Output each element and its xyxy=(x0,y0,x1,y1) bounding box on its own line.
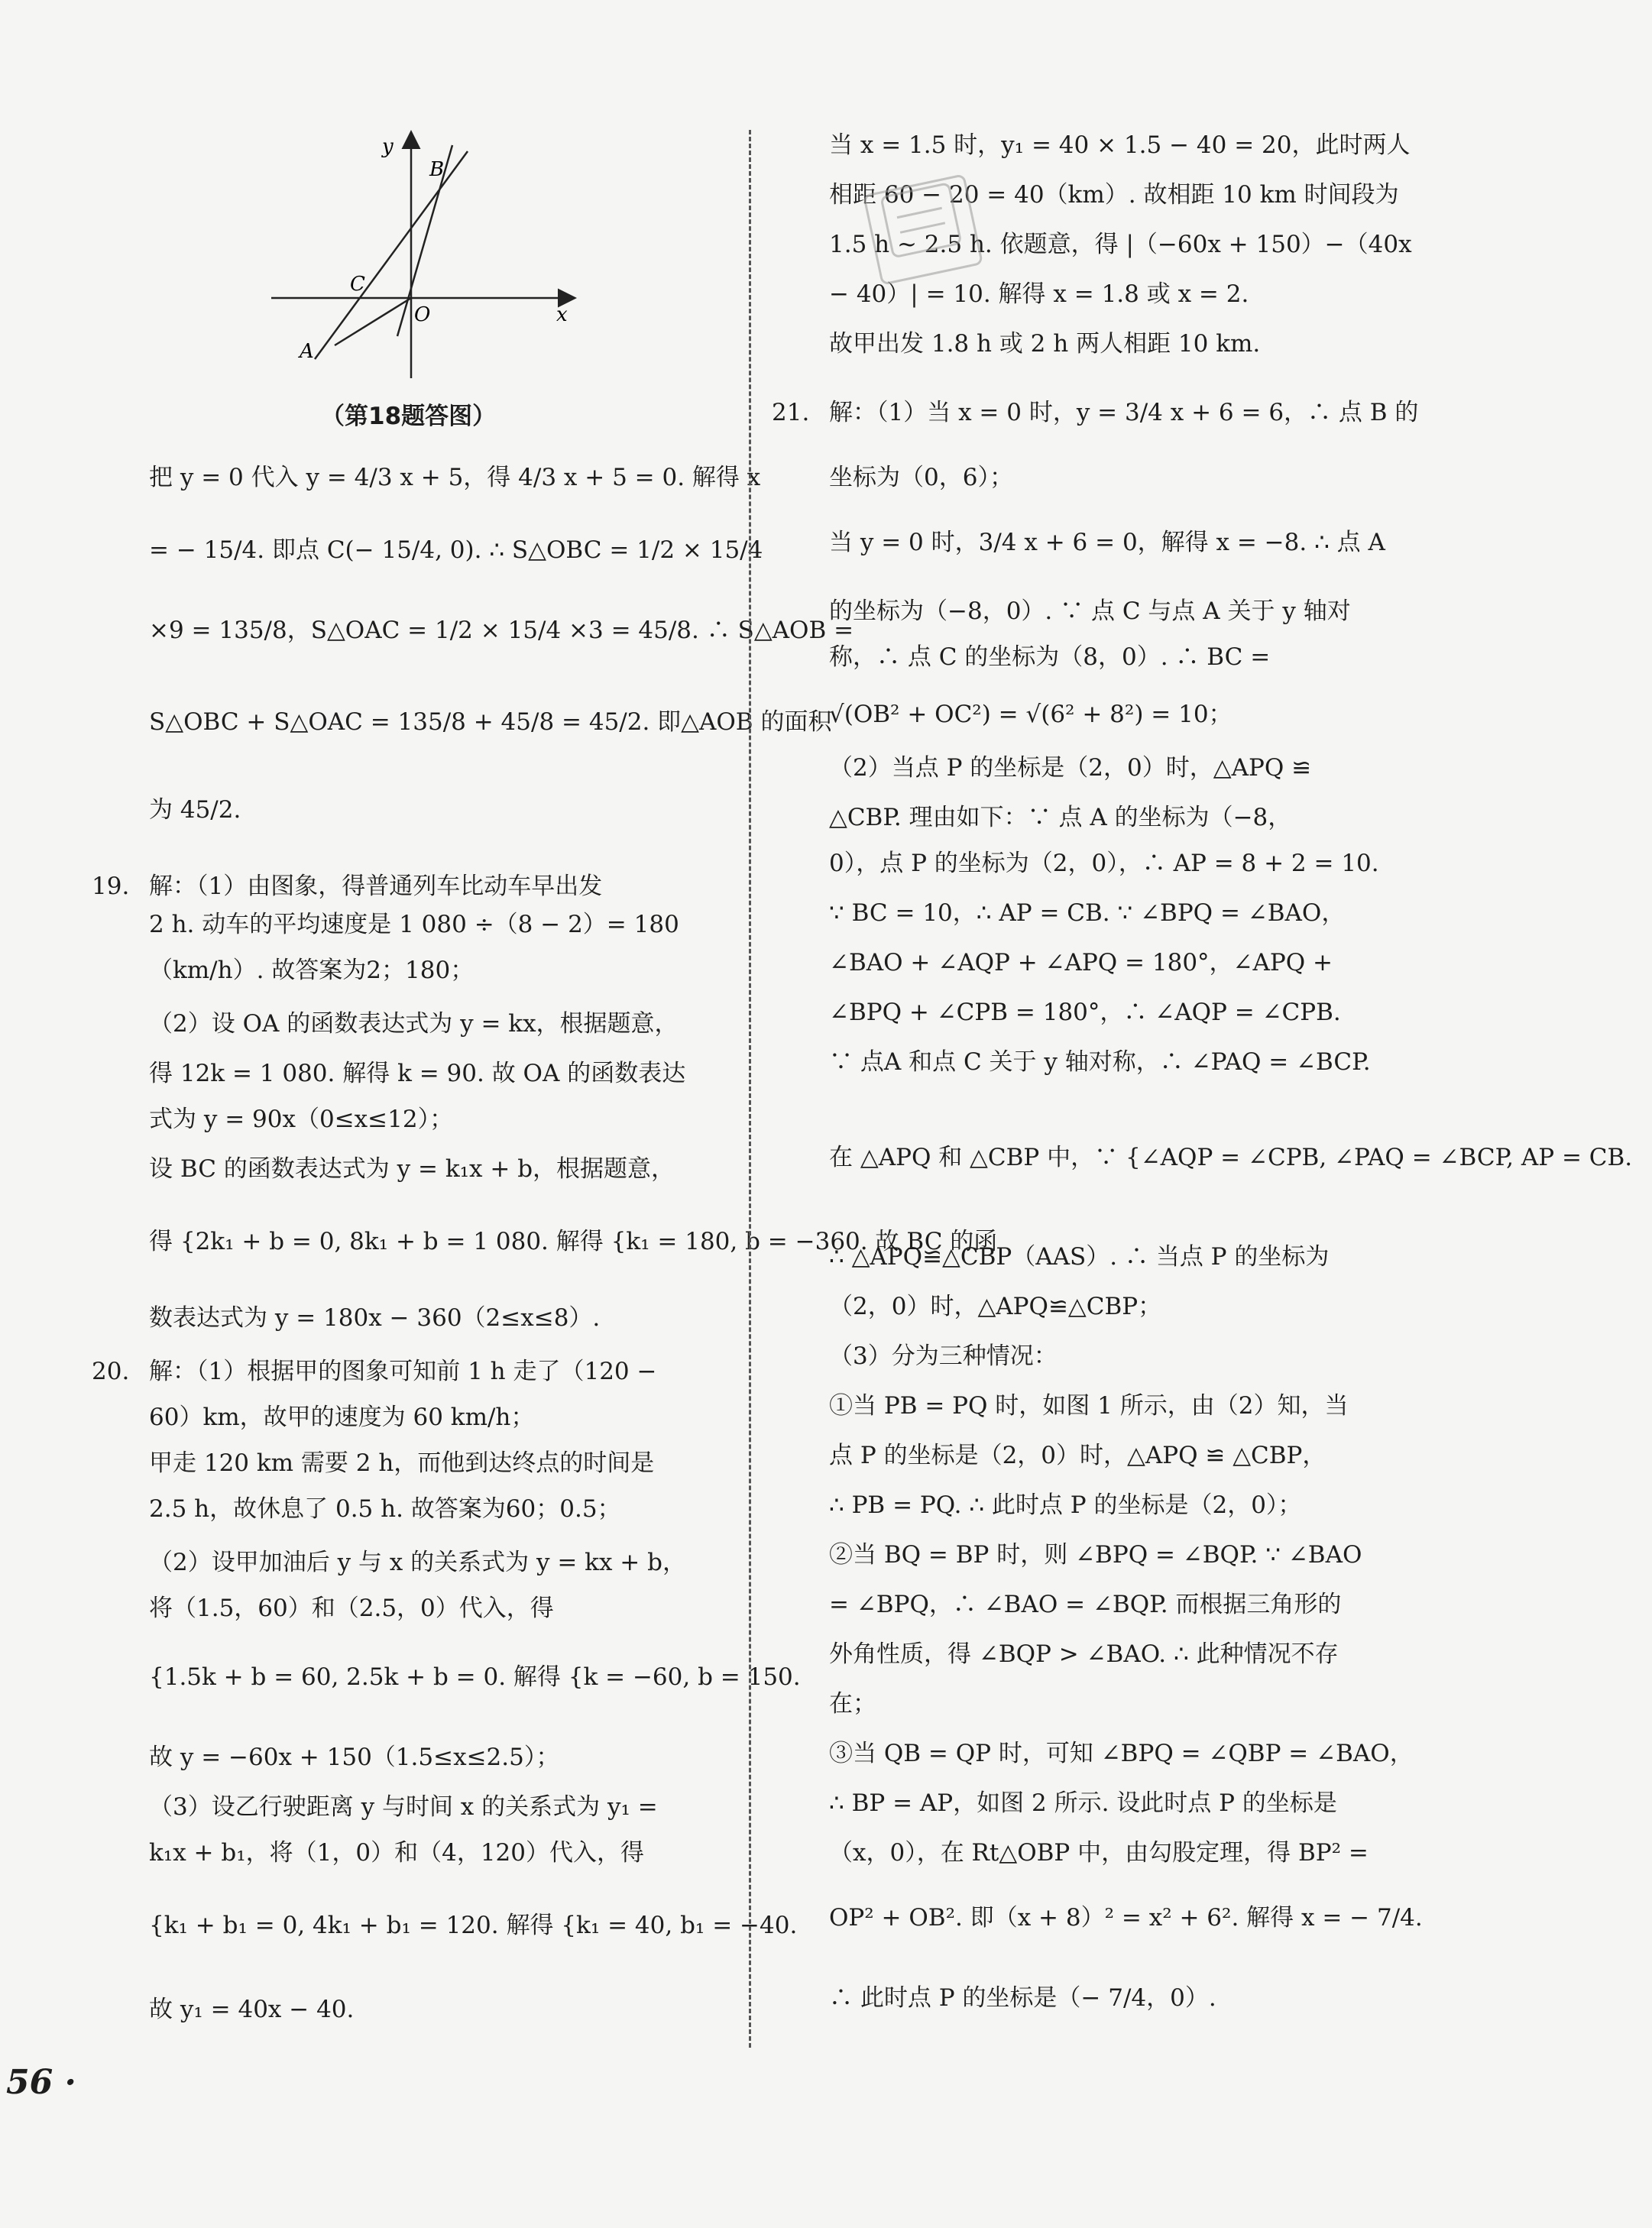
text-line: 甲走 120 km 需要 2 h，而他到达终点的时间是 xyxy=(149,1449,655,1477)
text-line: 故 y = −60x + 150（1.5≤x≤2.5）； xyxy=(149,1744,560,1771)
text-line: ②当 BQ = BP 时，则 ∠BPQ = ∠BQP. ∵ ∠BAO xyxy=(829,1541,1362,1569)
text-line: 在 △APQ 和 △CBP 中，∵ {∠AQP = ∠CPB, ∠PAQ = ∠BCP, AP = CB. xyxy=(829,1144,1633,1171)
text-line: 当 y = 0 时，3/4 x + 6 = 0，解得 x = −8. ∴ 点 A xyxy=(829,529,1385,556)
figure-18-graph xyxy=(267,130,588,382)
text-line: 为 45/2. xyxy=(149,796,241,824)
text-line: = ∠BPQ，∴ ∠BAO = ∠BQP. 而根据三角形的 xyxy=(829,1591,1342,1618)
text-line: △CBP. 理由如下：∵ 点 A 的坐标为（−8， xyxy=(829,804,1292,831)
question-number: 20. xyxy=(92,1358,130,1385)
text-line: − 40）| = 10. 解得 x = 1.8 或 x = 2. xyxy=(829,280,1249,308)
text-line: √(OB² + OC²) = √(6² + 8²) = 10； xyxy=(829,701,1233,728)
text-line: ∠BAO + ∠AQP + ∠APQ = 180°，∠APQ + xyxy=(829,949,1333,976)
stamp-icon xyxy=(876,179,966,262)
text-line: ×9 = 135/8，S△OAC = 1/2 × 15/4 ×3 = 45/8. ∴ S△AOB = xyxy=(149,617,854,644)
text-line: 式为 y = 90x（0≤x≤12）； xyxy=(149,1106,454,1133)
text-line: （2）设甲加油后 y 与 x 的关系式为 y = kx + b， xyxy=(149,1549,686,1576)
text-line: （2，0）时，△APQ≌△CBP； xyxy=(829,1293,1162,1320)
text-line: S△OBC + S△OAC = 135/8 + 45/8 = 45/2. 即△AOB 的面积 xyxy=(149,708,832,736)
text-line: 故甲出发 1.8 h 或 2 h 两人相距 10 km. xyxy=(829,330,1261,358)
text-line: 得 12k = 1 080. 解得 k = 90. 故 OA 的函数表达 xyxy=(149,1060,686,1087)
line-ab xyxy=(315,151,468,359)
column-divider xyxy=(749,130,751,2048)
text-line: （x，0），在 Rt△OBP 中，由勾股定理，得 BP² = xyxy=(829,1839,1369,1867)
text-line: （km/h）. 故答案为2；180； xyxy=(149,957,475,984)
text-line: 相距 60 − 20 = 40（km）. 故相距 10 km 时间段为 xyxy=(829,181,1399,209)
text-line: 2 h. 动车的平均速度是 1 080 ÷（8 − 2）= 180 xyxy=(149,911,679,938)
text-line: k₁x + b₁，将（1，0）和（4，120）代入，得 xyxy=(149,1839,644,1867)
segment-oa xyxy=(335,298,411,345)
text-line: ∴ PB = PQ. ∴ 此时点 P 的坐标是（2，0）； xyxy=(829,1491,1302,1519)
b-label: B xyxy=(429,158,445,181)
text-line: 将（1.5，60）和（2.5，0）代入，得 xyxy=(149,1595,554,1622)
text-line: = − 15/4. 即点 C(− 15/4, 0). ∴ S△OBC = 1/2 × 15/4 xyxy=(149,536,763,564)
text-line: 得 {2k₁ + b = 0, 8k₁ + b = 1 080. 解得 {k₁ = 180, b = −360. 故 BC 的函 xyxy=(149,1228,998,1255)
text-line: ∵ 点A 和点 C 关于 y 轴对称，∴ ∠PAQ = ∠BCP. xyxy=(829,1048,1371,1076)
text-line: 故 y₁ = 40x − 40. xyxy=(149,1996,355,2023)
text-line: （3）设乙行驶距离 y 与时间 x 的关系式为 y₁ = xyxy=(149,1793,658,1821)
text-line: （2）当点 P 的坐标是（2，0）时，△APQ ≌ xyxy=(829,754,1312,782)
page-number: 56 · xyxy=(6,2063,76,2102)
figure-caption: （第18题答图） xyxy=(321,403,497,430)
text-line: 2.5 h，故休息了 0.5 h. 故答案为60；0.5； xyxy=(149,1495,621,1523)
text-line: ∴ 此时点 P 的坐标是（− 7/4，0）. xyxy=(829,1984,1216,2012)
text-line: ∠BPQ + ∠CPB = 180°，∴ ∠AQP = ∠CPB. xyxy=(829,999,1341,1026)
text-line: 把 y = 0 代入 y = 4/3 x + 5，得 4/3 x + 5 = 0. 解得 x xyxy=(149,464,761,491)
text-line: 60）km，故甲的速度为 60 km/h； xyxy=(149,1404,535,1431)
x-label: x xyxy=(556,303,568,326)
text-line: 数表达式为 y = 180x − 360（2≤x≤8）. xyxy=(149,1304,601,1332)
question-number: 19. xyxy=(92,873,130,900)
text-line: 设 BC 的函数表达式为 y = k₁x + b，根据题意， xyxy=(149,1155,675,1183)
text-line: 坐标为（0，6）； xyxy=(829,464,1013,491)
a-label: A xyxy=(300,340,314,363)
text-line: 外角性质，得 ∠BQP > ∠BAO. ∴ 此种情况不存 xyxy=(829,1640,1339,1668)
text-line: 解：（1）根据甲的图象可知前 1 h 走了（120 − xyxy=(149,1358,657,1385)
text-line: ∴ BP = AP，如图 2 所示. 设此时点 P 的坐标是 xyxy=(829,1789,1337,1817)
o-label: O xyxy=(414,303,431,326)
text-line: 解：（1）由图象，得普通列车比动车早出发 xyxy=(149,873,603,900)
text-line: ∵ BC = 10，∴ AP = CB. ∵ ∠BPQ = ∠BAO， xyxy=(829,899,1346,927)
text-line: OP² + OB². 即（x + 8）² = x² + 6². 解得 x = − 7/4. xyxy=(829,1904,1423,1932)
text-line: （2）设 OA 的函数表达式为 y = kx，根据题意， xyxy=(149,1010,679,1038)
question-number: 21. xyxy=(772,399,810,426)
text-line: 0），点 P 的坐标为（2，0），∴ AP = 8 + 2 = 10. xyxy=(829,850,1379,877)
text-line: 1.5 h ~ 2.5 h. 依题意，得 |（−60x + 150）−（40x xyxy=(829,231,1412,258)
text-line: {k₁ + b₁ = 0, 4k₁ + b₁ = 120. 解得 {k₁ = 40, b₁ = −40. xyxy=(149,1912,798,1939)
text-line: （3）分为三种情况： xyxy=(829,1342,1058,1370)
text-line: ①当 PB = PQ 时，如图 1 所示，由（2）知，当 xyxy=(829,1392,1349,1420)
text-line: 称，∴ 点 C 的坐标为（8，0）. ∴ BC = xyxy=(829,643,1271,671)
text-line: 的坐标为（−8，0）. ∵ 点 C 与点 A 关于 y 轴对 xyxy=(829,597,1351,625)
text-line: 在； xyxy=(829,1690,876,1718)
text-line: 点 P 的坐标是（2，0）时，△APQ ≌ △CBP， xyxy=(829,1442,1326,1469)
c-label: C xyxy=(350,273,365,296)
text-line: {1.5k + b = 60, 2.5k + b = 0. 解得 {k = −60, b = 150. xyxy=(149,1663,801,1691)
text-line: ∴ △APQ≌△CBP（AAS）. ∴ 当点 P 的坐标为 xyxy=(829,1243,1330,1271)
text-line: 当 x = 1.5 时，y₁ = 40 × 1.5 − 40 = 20，此时两人 xyxy=(829,131,1411,159)
text-line: 解：（1）当 x = 0 时，y = 3/4 x + 6 = 6，∴ 点 B 的 xyxy=(829,399,1419,426)
text-line: ③当 QB = QP 时，可知 ∠BPQ = ∠QBP = ∠BAO， xyxy=(829,1740,1414,1767)
y-label: y xyxy=(382,135,394,158)
